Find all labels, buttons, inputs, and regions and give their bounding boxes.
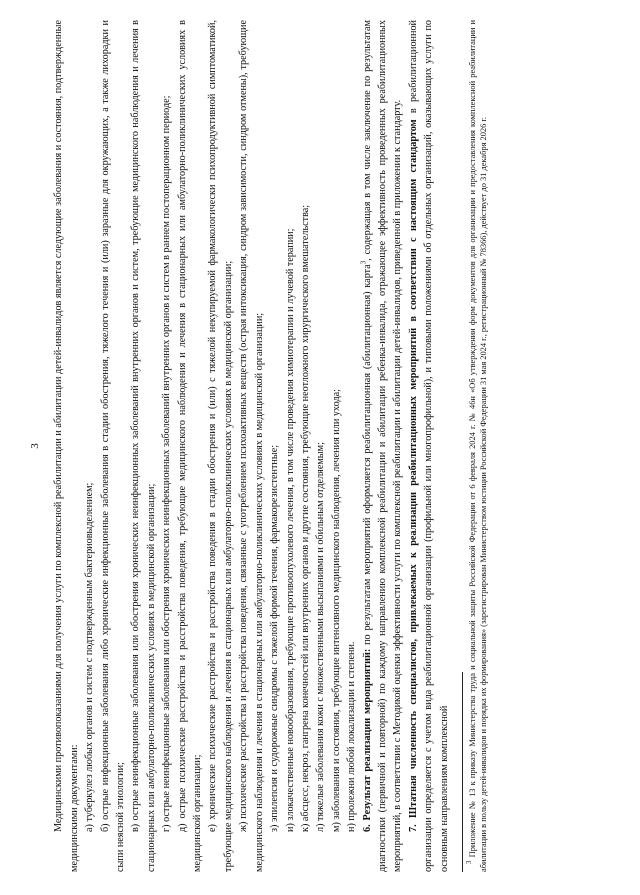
list-item: в) острые неинфекционные заболевания или обострения хронических неинфекционных заболеваний внутренних органов и систем, требующие медицинского наблюдения и лечения в стационарных или амбулаторно-поликлинических условиях в медицинской организации;	[130, 20, 157, 872]
section-6-heading: 6. Результат реализации мероприятий:	[361, 648, 373, 832]
page-number: 3	[29, 443, 41, 449]
section-7-paragraph	[406, 20, 452, 872]
footnote-reference: 3	[359, 260, 368, 265]
footnote-mark: 3	[465, 860, 474, 864]
list-item: л) тяжелые заболевания кожи с множественными высыпаниями и обильным отделяемым;	[315, 442, 327, 832]
rotated-content	[24, 20, 616, 872]
list-item: и) злокачественные новообразования, требующие противоопухолевого лечения, в том числе проведения химиотерапии и лучевой терапии;	[284, 228, 296, 832]
list-item: м) заболевания и состояния, требующие интенсивного медицинского наблюдения, лечения или ухода;	[330, 389, 342, 832]
contraindications-list	[82, 20, 359, 872]
section-6-text-after: , содержащая в том числе заключение по результатам диагностики (первичной и повторной) по каждому направлению комплексной реабилитации и абилитации ребенка-инвалида, отражающее эффективность проведенных реабилитационных мероприятий, в соответствии с Методикой оценки эффективности услуги по комплексной реабилитации и абилитации детей-инвалидов, приведенной в приложении к стандарту.	[361, 20, 404, 872]
list-item: а) туберкулез любых органов и систем с подтвержденным бактериовыделением;	[84, 482, 96, 832]
footnote	[467, 20, 490, 872]
list-item: г) острые неинфекционные заболевания или обострения хронических неинфекционных заболеваний внутренних органов и систем в раннем постоперационном периоде;	[161, 95, 173, 832]
list-item: д) острые психические расстройства и расстройства поведения, требующие медицинского наблюдения и лечения в стационарных или амбулаторно-поликлинических условиях в медицинской организации;	[176, 20, 204, 872]
list-item: б) острые инфекционные заболевания либо хронические инфекционные заболевания в стадии обострения, тяжелого течения и (или) заразные для окружающих, а также лихорадки и сыпи неясной этиологии;	[99, 20, 127, 872]
document-body	[51, 20, 452, 872]
section-7-heading: 7. Штатная численность специалистов, привлекаемых к реализации реабилитационных мероприятий в соответствии с настоящим стандартом	[407, 119, 419, 832]
list-item: н) пролежни любой локализации и степени.	[346, 641, 358, 832]
section-6-paragraph	[360, 20, 406, 872]
list-item: ж) психические расстройства и расстройства поведения, связанные с употреблением психоактивных веществ (острая интоксикация, синдром зависимости, синдром отмены), требующие медицинского наблюдения и лечения в стационарных или амбулаторно-поликлинических условиях в медицинской организации;	[238, 20, 265, 872]
intro-paragraph: Медицинскими противопоказаниями для получения услуги по комплексной реабилитации и абилитации детей-инвалидов является следующие заболевания и состояния, подтвержденные медицинскими документами:	[53, 20, 80, 872]
section-7-text: в реабилитационной организации определяется с учетом вида реабилитационной организации (профильной или многопрофильной), и типовыми положениями об отдельных организаций, оказывающих услуги по основным направлениям комплексной	[407, 20, 450, 872]
list-item: з) эпилепсия и судорожные синдромы с тяжелой формой течения, фармакорезистентные;	[269, 444, 281, 832]
footnote-text: Приложение № 13 к приказу Министерства труда и социальной защиты Российской Федерации от 6 февраля 2024 г. № 46н «Об утверждении форм документов для организации и предоставления комплексной реабилитации и абилитации в пользу детей-инвалидов и порядка их формирования» (зарегистрирован Министерством юстиции Российской Федерации 31 мая 2024 г., регистрационный № 78366), действует до 31 декабря 2026 г.	[467, 20, 489, 872]
section-6-text-before: по результатам мероприятий оформляется реабилитационная (абилитационная) карта	[361, 264, 373, 649]
footnote-separator	[462, 672, 463, 872]
list-item: е) хронические психические расстройства и расстройства поведения в стадии обострения и (или) с тяжелой некупируемой фармакологически психопродуктивной симптоматикой, требующие медицинского наблюдения и лечения в стационарных или амбулаторно-поликлинических условиях в медицинской организации;	[207, 20, 234, 872]
list-item: к) абсцесс, некроз, гангрена конечностей или внутренних органов и другие состояния, требующие неотложного хирургического вмешательства;	[299, 204, 311, 832]
